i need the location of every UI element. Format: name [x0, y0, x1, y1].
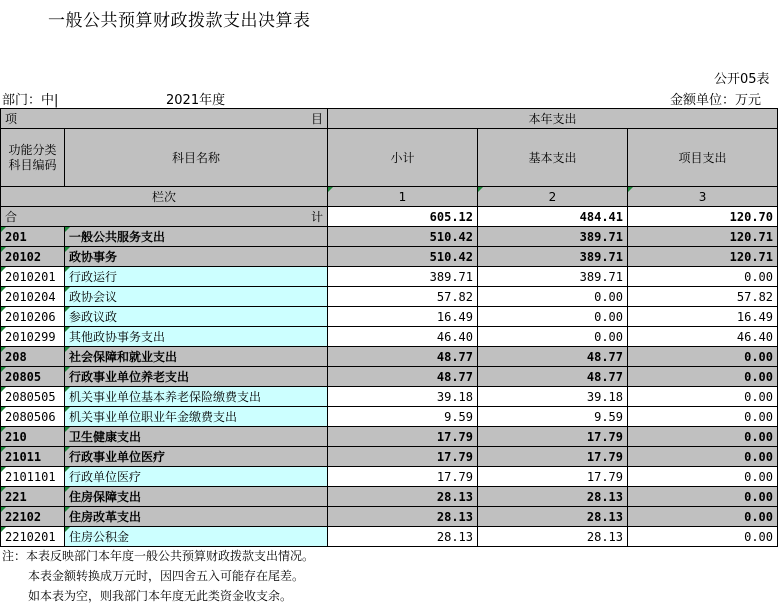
header-subtotal: 小计: [328, 129, 478, 187]
basic-value: 17.79: [478, 447, 628, 467]
basic-value: 0.00: [478, 327, 628, 347]
table-row: [1, 347, 778, 367]
report-title: 一般公共预算财政拨款支出决算表: [48, 11, 311, 31]
subject-name: 社会保障和就业支出: [65, 347, 328, 367]
column-index-2: 2: [478, 187, 628, 207]
table-row: [1, 307, 778, 327]
subject-name: 其他政协事务支出: [65, 327, 328, 347]
subject-name: 政协会议: [65, 287, 328, 307]
subtotal-value: 46.40: [328, 327, 478, 347]
subject-code: 201: [1, 227, 65, 247]
basic-value: 0.00: [478, 287, 628, 307]
total-label-left: 合: [5, 210, 18, 224]
department-label: 部门：中|: [2, 93, 59, 108]
subject-code: 2010206: [1, 307, 65, 327]
subtotal-value: 48.77: [328, 367, 478, 387]
table-row: [1, 527, 778, 547]
subject-name: 行政事业单位医疗: [65, 447, 328, 467]
subject-code: 22102: [1, 507, 65, 527]
subject-name: 机关事业单位基本养老保险缴费支出: [65, 387, 328, 407]
total-label-cell: [1, 207, 328, 227]
project-value: 0.00: [628, 427, 778, 447]
table-row: [1, 287, 778, 307]
subject-name: 行政事业单位养老支出: [65, 367, 328, 387]
table-row: [1, 427, 778, 447]
subject-code: 2010299: [1, 327, 65, 347]
table-row: [1, 327, 778, 347]
project-value: 0.00: [628, 447, 778, 467]
subject-name: 住房保障支出: [65, 487, 328, 507]
basic-value: 0.00: [478, 307, 628, 327]
basic-value: 48.77: [478, 367, 628, 387]
basic-value: 9.59: [478, 407, 628, 427]
project-value: 0.00: [628, 267, 778, 287]
subtotal-value: 17.79: [328, 467, 478, 487]
header-item: 项: [5, 112, 18, 126]
subtotal-value: 39.18: [328, 387, 478, 407]
subtotal-value: 28.13: [328, 527, 478, 547]
column-index-3: 3: [628, 187, 778, 207]
basic-value: 48.77: [478, 347, 628, 367]
table-row: [1, 487, 778, 507]
subject-code: 20102: [1, 247, 65, 267]
note-line: 如本表为空，则我部门本年度无此类资金收支余。: [28, 589, 293, 603]
total-basic: 484.41: [478, 207, 628, 227]
table-row: [1, 447, 778, 467]
subtotal-value: 389.71: [328, 267, 478, 287]
header-this-year: 本年支出: [328, 109, 778, 129]
subtotal-value: 48.77: [328, 347, 478, 367]
subtotal-value: 28.13: [328, 507, 478, 527]
table-row: [1, 367, 778, 387]
subtotal-value: 28.13: [328, 487, 478, 507]
header-subject-name: 科目名称: [65, 129, 328, 187]
total-project: 120.70: [628, 207, 778, 227]
header-project: 项目支出: [628, 129, 778, 187]
subject-name: 住房改革支出: [65, 507, 328, 527]
subject-code: 2080505: [1, 387, 65, 407]
header-func-code: [1, 129, 65, 187]
subject-name: 政协事务: [65, 247, 328, 267]
basic-value: 17.79: [478, 467, 628, 487]
subject-code: 20805: [1, 367, 65, 387]
subject-code: 2080506: [1, 407, 65, 427]
subject-name: 一般公共服务支出: [65, 227, 328, 247]
column-index-label: 栏次: [1, 187, 328, 207]
table-row: [1, 387, 778, 407]
header-basic: 基本支出: [478, 129, 628, 187]
subject-code: 2210201: [1, 527, 65, 547]
project-value: 120.71: [628, 227, 778, 247]
header-mu: 目: [310, 112, 323, 126]
header-item-mu-cell: [1, 109, 328, 129]
subject-name: 卫生健康支出: [65, 427, 328, 447]
subject-code: 210: [1, 427, 65, 447]
notes: [2, 546, 314, 606]
note-line: 注：本表反映部门本年度一般公共预算财政拨款支出情况。: [2, 549, 315, 563]
project-value: 57.82: [628, 287, 778, 307]
table-row: [1, 227, 778, 247]
subject-name: 机关事业单位职业年金缴费支出: [65, 407, 328, 427]
subtotal-value: 510.42: [328, 227, 478, 247]
project-value: 46.40: [628, 327, 778, 347]
header-func-code-line2: 科目编码: [8, 157, 57, 172]
basic-value: 389.71: [478, 227, 628, 247]
subject-code: 2010204: [1, 287, 65, 307]
column-index-1: 1: [328, 187, 478, 207]
note-line: 本表金额转换成万元时，因四舍五入可能存在尾差。: [28, 569, 305, 583]
subject-code: 2010201: [1, 267, 65, 287]
total-subtotal: 605.12: [328, 207, 478, 227]
project-value: 0.00: [628, 467, 778, 487]
subtotal-value: 510.42: [328, 247, 478, 267]
subject-code: 2101101: [1, 467, 65, 487]
basic-value: 389.71: [478, 247, 628, 267]
subject-name: 行政单位医疗: [65, 467, 328, 487]
subtotal-value: 16.49: [328, 307, 478, 327]
basic-value: 389.71: [478, 267, 628, 287]
subtotal-value: 9.59: [328, 407, 478, 427]
subject-code: 221: [1, 487, 65, 507]
basic-value: 39.18: [478, 387, 628, 407]
table-row: [1, 267, 778, 287]
project-value: 0.00: [628, 507, 778, 527]
subject-name: 参政议政: [65, 307, 328, 327]
project-value: 0.00: [628, 527, 778, 547]
subtotal-value: 17.79: [328, 447, 478, 467]
project-value: 0.00: [628, 367, 778, 387]
project-value: 0.00: [628, 347, 778, 367]
project-value: 0.00: [628, 387, 778, 407]
table-row: [1, 407, 778, 427]
subject-code: 208: [1, 347, 65, 367]
table-row: [1, 467, 778, 487]
header-func-code-line1: 功能分类: [8, 142, 57, 157]
project-value: 16.49: [628, 307, 778, 327]
basic-value: 28.13: [478, 507, 628, 527]
table-row: [1, 507, 778, 527]
year-label: 2021年度: [166, 93, 226, 108]
project-value: 0.00: [628, 487, 778, 507]
basic-value: 28.13: [478, 527, 628, 547]
subtotal-value: 57.82: [328, 287, 478, 307]
budget-table: [0, 108, 778, 547]
project-value: 0.00: [628, 407, 778, 427]
form-number: 公开05表: [714, 72, 770, 87]
basic-value: 28.13: [478, 487, 628, 507]
total-label-right: 计: [310, 210, 323, 224]
unit-label: 金额单位：万元: [670, 93, 762, 108]
subtotal-value: 17.79: [328, 427, 478, 447]
basic-value: 17.79: [478, 427, 628, 447]
subject-name: 住房公积金: [65, 527, 328, 547]
table-row: [1, 247, 778, 267]
subject-code: 21011: [1, 447, 65, 467]
subject-name: 行政运行: [65, 267, 328, 287]
project-value: 120.71: [628, 247, 778, 267]
